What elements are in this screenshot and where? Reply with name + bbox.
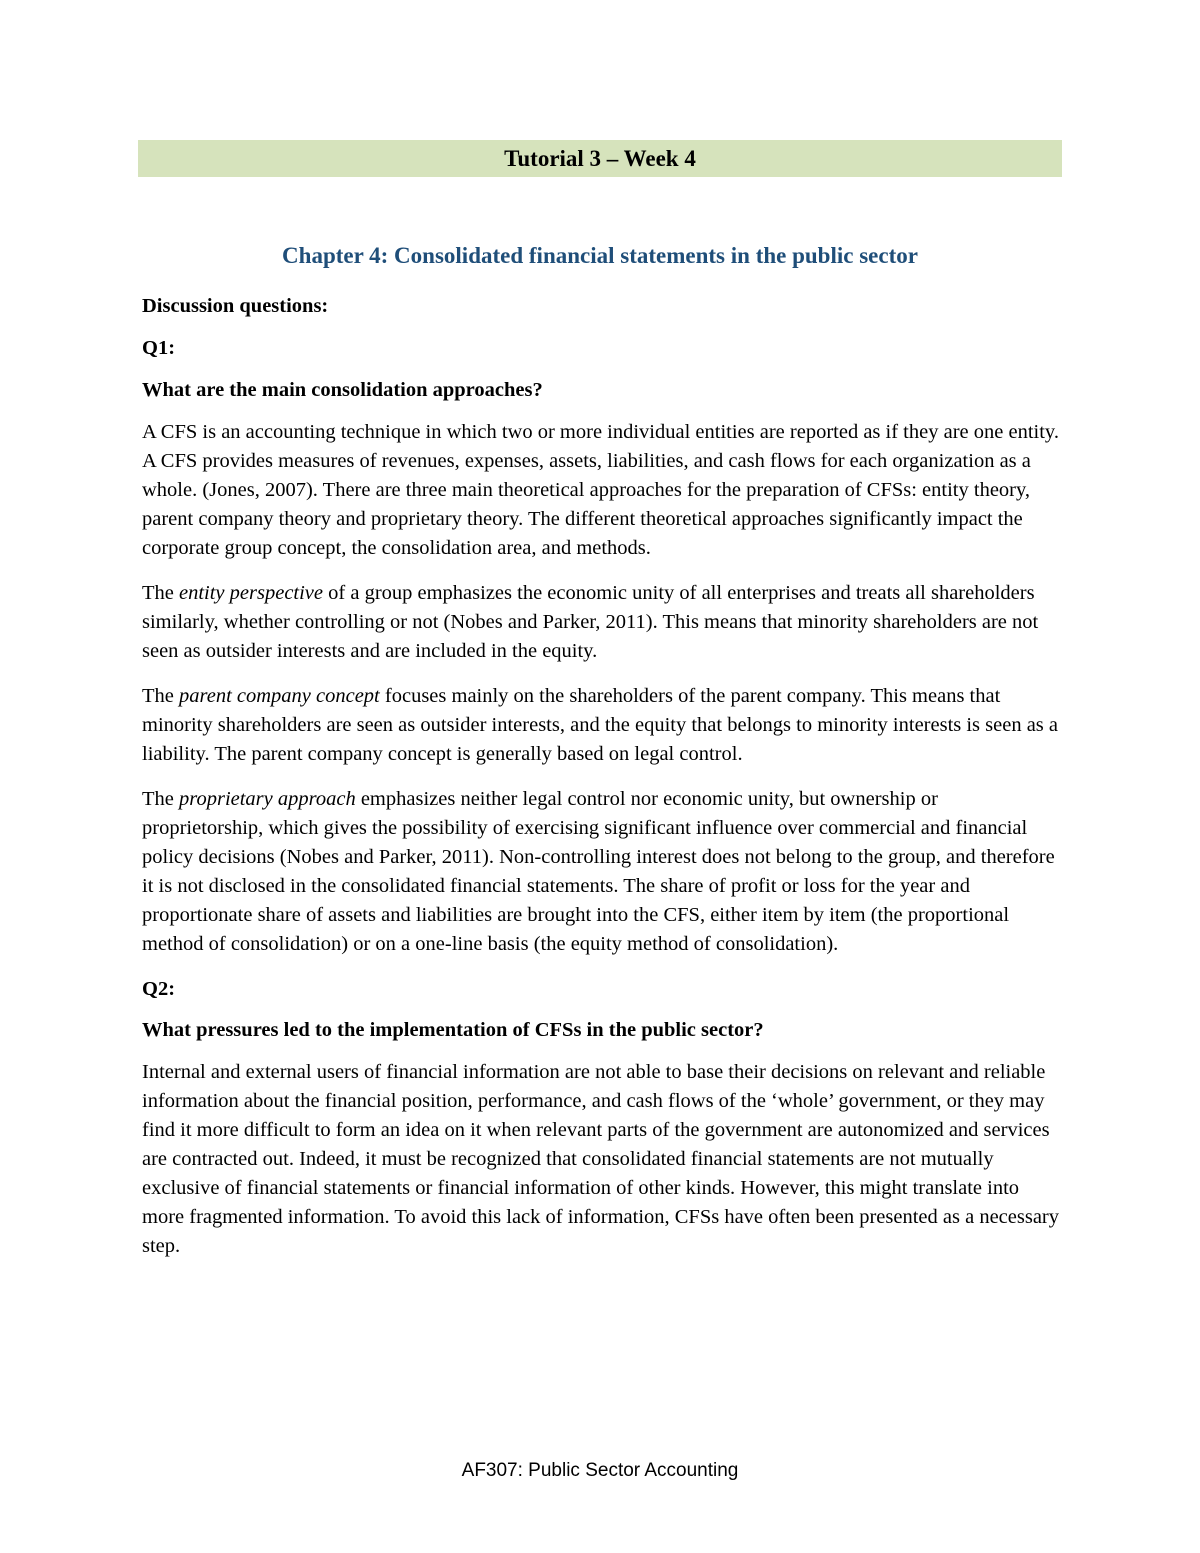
proprietary-text: emphasizes neither legal control nor economic unity, but ownership or proprietorship, which gives the possibility of exercising significant influence over commercial and financial policy decisions (Nobes and Parker, 2011). Non-controlling interest does not belong to the group, and therefore it is not disclosed in the consolidated financial statements. The share of profit or loss for the year and proportionate share of assets and liabilities are brought into the CFS, either item by item (the proportional method of consolidation) or on a one-line basis (the equity method of consolidation). [142,788,1055,955]
proprietary-approach-paragraph [142,785,1062,959]
proprietary-term: proprietary approach [179,788,356,810]
entity-prefix: The [142,582,179,604]
parent-company-paragraph [142,682,1062,769]
q1-label: Q1: [142,337,176,359]
q2-question: What pressures led to the implementation of CFSs in the public sector? [142,1019,764,1041]
q1-question: What are the main consolidation approaches? [142,379,543,401]
parent-term: parent company concept [179,685,380,707]
entity-text: of a group emphasizes the economic unity of all enterprises and treats all shareholders similarly, whether controlling or not (Nobes and Parker, 2011). This means that minority shareholders are not seen as outsider interests and are included in the equity. [142,582,1039,662]
q2-label: Q2: [142,978,176,1000]
parent-text: focuses mainly on the shareholders of the parent company. This means that minority shareholders are seen as outsider interests, and the equity that belongs to minority interests is seen as a liability. The parent company concept is generally based on legal control. [142,685,1059,765]
parent-prefix: The [142,685,179,707]
discussion-label: Discussion questions: [142,295,329,317]
tutorial-title-band [138,140,1062,177]
proprietary-prefix: The [142,788,179,810]
entity-perspective-paragraph [142,579,1062,666]
chapter-title: Chapter 4: Consolidated financial statements in the public sector [282,243,918,268]
q1-answer-intro: A CFS is an accounting technique in which two or more individual entities are reported as if they are one entity. A CFS provides measures of revenues, expenses, assets, liabilities, and cash flows for each organization as a whole. (Jones, 2007). There are three main theoretical approaches for the preparation of CFSs: entity theory, parent company theory and proprietary theory. The different theoretical approaches significantly impact the corporate group concept, the consolidation area, and methods. [142,421,1059,559]
document-body [142,292,1062,1277]
q2-answer: Internal and external users of financial information are not able to base their decisions on relevant and reliable information about the financial position, performance, and cash flows of the ‘whole’ government, or they may find it more difficult to form an idea on it when relevant parts of the government are autonomized and services are contracted out. Indeed, it must be recognized that consolidated financial statements are not mutually exclusive of financial statements or financial information of other kinds. However, this might translate into more fragmented information. To avoid this lack of information, CFSs have often been presented as a necessary step. [142,1061,1060,1257]
tutorial-title: Tutorial 3 – Week 4 [504,145,696,171]
entity-term: entity perspective [179,582,324,604]
page-footer: AF307: Public Sector Accounting [461,1460,739,1481]
